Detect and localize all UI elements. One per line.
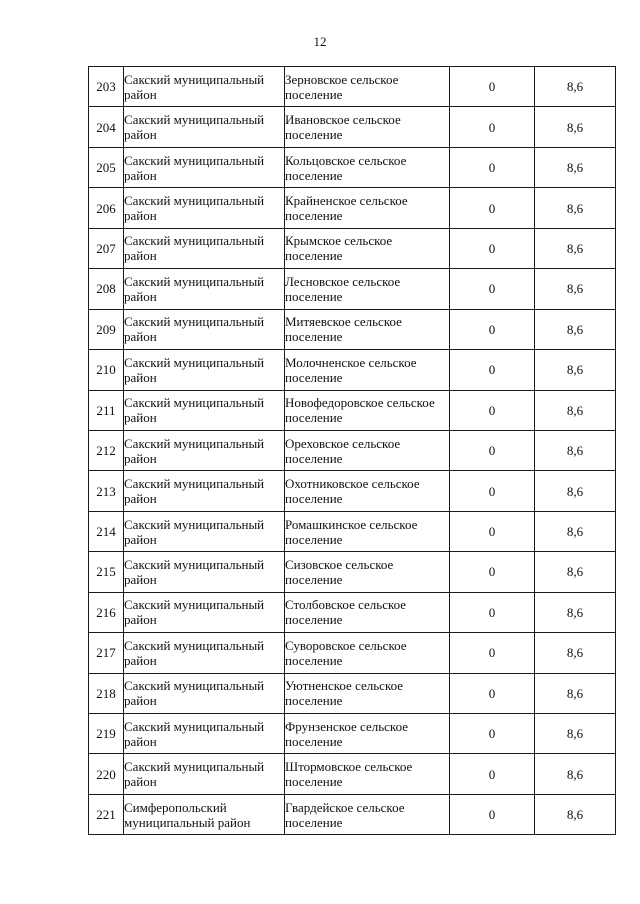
value1-cell-text: 0 [488,240,496,256]
row-number-cell-text: 219 [96,726,116,742]
value1-cell-text: 0 [488,79,496,95]
row-number-cell-text: 217 [96,645,116,661]
settlement-cell [285,794,450,834]
table-row [89,471,616,511]
settlement-cell [285,188,450,228]
value2-cell-text: 8,6 [566,79,584,95]
settlement-cell-text: Гвардейское сельское поселение [285,799,405,830]
value2-cell [535,511,616,551]
row-number-cell-text: 207 [96,240,116,256]
value2-cell-text: 8,6 [566,443,584,459]
settlement-cell [285,471,450,511]
settlement-cell [285,228,450,268]
row-number-cell [89,430,124,470]
row-number-cell [89,107,124,147]
table-row [89,430,616,470]
settlement-cell-text: Лесновское сельское поселение [285,273,401,304]
settlement-cell-text: Новофедоровское сельское поселение [285,395,435,426]
table-row [89,350,616,390]
district-cell [124,67,285,107]
district-cell-text: Сакский муниципальный район [124,152,265,183]
district-cell [124,511,285,551]
row-number-cell-text: 214 [96,524,116,540]
district-cell [124,592,285,632]
table-row [89,228,616,268]
settlement-cell-text: Суворовское сельское поселение [285,637,407,668]
value2-cell-text: 8,6 [566,281,584,297]
row-number-cell [89,794,124,834]
district-cell-text: Сакский муниципальный район [124,678,265,709]
district-cell-text: Симферопольский муниципальный район [124,799,251,830]
row-number-cell [89,673,124,713]
value2-cell-text: 8,6 [566,645,584,661]
row-number-cell-text: 203 [96,79,116,95]
row-number-cell-text: 221 [96,807,116,823]
district-cell-text: Сакский муниципальный район [124,314,265,345]
value1-cell [450,592,535,632]
table-row [89,188,616,228]
settlement-cell-text: Кольцовское сельское поселение [285,152,407,183]
district-cell [124,430,285,470]
value1-cell [450,228,535,268]
value1-cell-text: 0 [488,362,496,378]
value1-cell-text: 0 [488,281,496,297]
settlement-cell-text: Фрунзенское сельское поселение [285,718,408,749]
value2-cell-text: 8,6 [566,766,584,782]
row-number-cell-text: 210 [96,362,116,378]
value1-cell [450,390,535,430]
row-number-cell-text: 208 [96,281,116,297]
row-number-cell-text: 218 [96,685,116,701]
value2-cell [535,390,616,430]
district-cell [124,673,285,713]
row-number-cell [89,188,124,228]
row-number-cell [89,269,124,309]
table-row [89,714,616,754]
table-row [89,592,616,632]
district-cell [124,309,285,349]
value2-cell-text: 8,6 [566,726,584,742]
value1-cell-text: 0 [488,685,496,701]
value2-cell [535,188,616,228]
value1-cell-text: 0 [488,645,496,661]
table-row [89,67,616,107]
value1-cell [450,714,535,754]
value2-cell-text: 8,6 [566,240,584,256]
value2-cell-text: 8,6 [566,807,584,823]
row-number-cell-text: 211 [96,402,116,418]
district-cell [124,269,285,309]
value2-cell [535,430,616,470]
settlement-cell [285,147,450,187]
value1-cell [450,107,535,147]
value2-cell [535,754,616,794]
settlement-cell [285,350,450,390]
settlement-cell [285,592,450,632]
row-number-cell-text: 209 [96,321,116,337]
row-number-cell [89,633,124,673]
row-number-cell [89,511,124,551]
district-cell-text: Сакский муниципальный район [124,71,265,102]
row-number-cell [89,67,124,107]
value2-cell-text: 8,6 [566,321,584,337]
value1-cell [450,430,535,470]
settlement-cell-text: Митяевское сельское поселение [285,314,402,345]
district-cell [124,107,285,147]
value2-cell-text: 8,6 [566,604,584,620]
table-row [89,147,616,187]
row-number-cell [89,754,124,794]
settlements-table [88,66,616,835]
district-cell-text: Сакский муниципальный район [124,112,265,143]
district-cell-text: Сакский муниципальный район [124,516,265,547]
value2-cell [535,309,616,349]
row-number-cell-text: 205 [96,160,116,176]
table-row [89,754,616,794]
value2-cell [535,471,616,511]
value2-cell-text: 8,6 [566,200,584,216]
row-number-cell-text: 220 [96,766,116,782]
value1-cell [450,794,535,834]
district-cell [124,147,285,187]
value2-cell [535,552,616,592]
district-cell-text: Сакский муниципальный район [124,354,265,385]
table-row [89,552,616,592]
settlement-cell-text: Ромашкинское сельское поселение [285,516,418,547]
value2-cell-text: 8,6 [566,119,584,135]
settlement-cell-text: Уютненское сельское поселение [285,678,404,709]
value2-cell [535,714,616,754]
settlement-cell [285,754,450,794]
settlement-cell [285,552,450,592]
district-cell [124,471,285,511]
value1-cell-text: 0 [488,807,496,823]
value2-cell [535,794,616,834]
table-row [89,794,616,834]
value2-cell [535,228,616,268]
row-number-cell [89,714,124,754]
settlement-cell [285,67,450,107]
row-number-cell-text: 215 [96,564,116,580]
district-cell-text: Сакский муниципальный район [124,193,265,224]
district-cell [124,794,285,834]
district-cell-text: Сакский муниципальный район [124,395,265,426]
value2-cell-text: 8,6 [566,160,584,176]
value1-cell [450,673,535,713]
row-number-cell [89,390,124,430]
value2-cell [535,673,616,713]
value1-cell-text: 0 [488,564,496,580]
table-row [89,511,616,551]
value2-cell [535,633,616,673]
district-cell [124,754,285,794]
value1-cell [450,67,535,107]
settlement-cell-text: Молочненское сельское поселение [285,354,417,385]
value1-cell-text: 0 [488,766,496,782]
row-number-cell [89,552,124,592]
value1-cell [450,269,535,309]
value1-cell-text: 0 [488,726,496,742]
settlement-cell-text: Ореховское сельское поселение [285,435,401,466]
page-number: 12 [313,34,327,49]
district-cell [124,633,285,673]
value1-cell [450,754,535,794]
settlement-cell [285,633,450,673]
district-cell-text: Сакский муниципальный район [124,759,265,790]
district-cell-text: Сакский муниципальный район [124,273,265,304]
district-cell-text: Сакский муниципальный район [124,476,265,507]
value1-cell [450,188,535,228]
value1-cell [450,309,535,349]
settlement-cell [285,673,450,713]
settlement-cell [285,309,450,349]
value1-cell [450,511,535,551]
district-cell-text: Сакский муниципальный район [124,637,265,668]
value1-cell-text: 0 [488,119,496,135]
district-cell-text: Сакский муниципальный район [124,597,265,628]
settlement-cell [285,511,450,551]
district-cell-text: Сакский муниципальный район [124,718,265,749]
district-cell [124,228,285,268]
value1-cell-text: 0 [488,524,496,540]
table-row [89,673,616,713]
value2-cell [535,592,616,632]
settlement-cell [285,269,450,309]
table-row [89,633,616,673]
value1-cell-text: 0 [488,443,496,459]
settlement-cell-text: Столбовское сельское поселение [285,597,407,628]
settlement-cell [285,390,450,430]
table-body [89,67,616,835]
value1-cell-text: 0 [488,160,496,176]
row-number-cell [89,309,124,349]
district-cell [124,390,285,430]
value2-cell-text: 8,6 [566,402,584,418]
district-cell [124,188,285,228]
district-cell [124,350,285,390]
row-number-cell [89,350,124,390]
settlement-cell-text: Крайненское сельское поселение [285,193,408,224]
value1-cell [450,147,535,187]
row-number-cell-text: 212 [96,443,116,459]
settlement-cell-text: Сизовское сельское поселение [285,556,394,587]
value2-cell [535,269,616,309]
value1-cell-text: 0 [488,200,496,216]
table-row [89,309,616,349]
row-number-cell-text: 204 [96,119,116,135]
value1-cell [450,471,535,511]
value2-cell [535,350,616,390]
row-number-cell [89,228,124,268]
settlement-cell-text: Ивановское сельское поселение [285,112,401,143]
value2-cell [535,67,616,107]
table-row [89,269,616,309]
table-row [89,390,616,430]
value1-cell-text: 0 [488,604,496,620]
value2-cell-text: 8,6 [566,483,584,499]
value1-cell-text: 0 [488,483,496,499]
value1-cell [450,633,535,673]
row-number-cell-text: 216 [96,604,116,620]
settlement-cell-text: Зерновское сельское поселение [285,71,399,102]
value2-cell [535,147,616,187]
district-cell [124,552,285,592]
settlement-cell-text: Охотниковское сельское поселение [285,476,420,507]
value1-cell-text: 0 [488,321,496,337]
value2-cell-text: 8,6 [566,564,584,580]
settlement-cell [285,430,450,470]
row-number-cell [89,592,124,632]
settlement-cell-text: Крымское сельское поселение [285,233,393,264]
value1-cell [450,350,535,390]
table-row [89,107,616,147]
settlement-cell [285,107,450,147]
row-number-cell [89,471,124,511]
value1-cell-text: 0 [488,402,496,418]
row-number-cell-text: 206 [96,200,116,216]
value2-cell-text: 8,6 [566,685,584,701]
district-cell-text: Сакский муниципальный район [124,556,265,587]
row-number-cell [89,147,124,187]
settlement-cell-text: Штормовское сельское поселение [285,759,413,790]
value2-cell [535,107,616,147]
district-cell [124,714,285,754]
district-cell-text: Сакский муниципальный район [124,233,265,264]
settlement-cell [285,714,450,754]
value1-cell [450,552,535,592]
value2-cell-text: 8,6 [566,362,584,378]
row-number-cell-text: 213 [96,483,116,499]
value2-cell-text: 8,6 [566,524,584,540]
district-cell-text: Сакский муниципальный район [124,435,265,466]
